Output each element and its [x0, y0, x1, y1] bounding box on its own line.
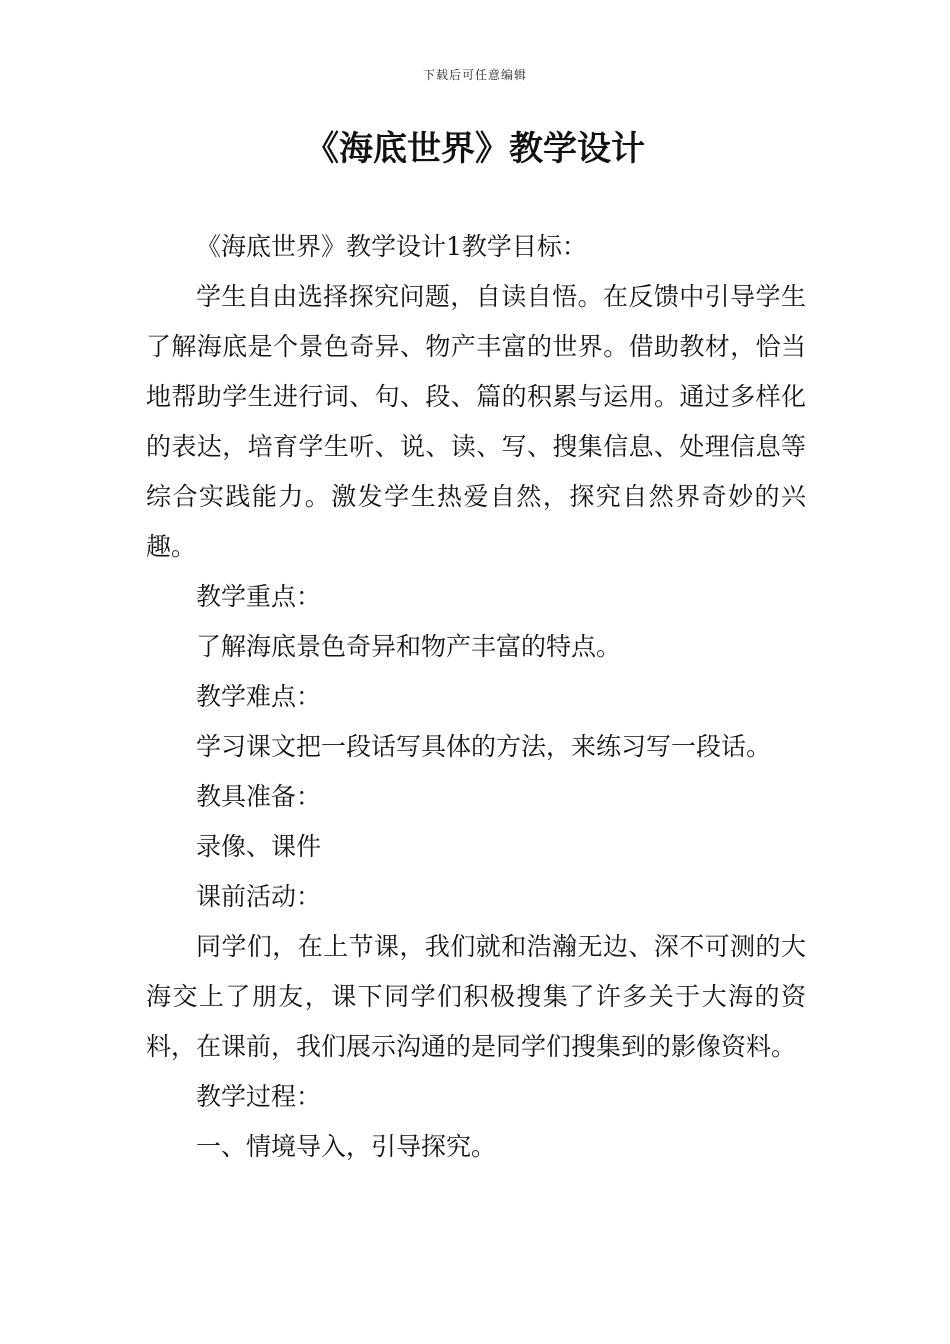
paragraph-objectives-text: 学生自由选择探究问题，自读自悟。在反馈中引导学生了解海底是个景色奇异、物产丰富的世界。借助教材，恰当地帮助学生进行词、句、段、篇的积累与运用。通过多样化的表达，培育学生听、说、读、写、搜集信息、处理信息等综合实践能力。激发学生热爱自然，探究自然界奇妙的兴趣。: [146, 282, 806, 561]
paragraph-pre-class-heading: 课前活动：: [196, 882, 322, 911]
paragraph-pre-class-text: 同学们，在上节课，我们就和浩瀚无边、深不可测的大海交上了朋友，课下同学们积极搜集了许多关于大海的资料，在课前，我们展示沟通的是同学们搜集到的影像资料。: [146, 932, 806, 1061]
document-body: [146, 222, 806, 1172]
paragraph-materials-text: 录像、课件: [196, 832, 322, 861]
page-title: 《海底世界》教学设计: [305, 129, 645, 169]
paragraph-key-points-heading: 教学重点：: [196, 582, 322, 611]
paragraph-difficulties-text: 学习课文把一段话写具体的方法，来练习写一段话。: [196, 732, 772, 761]
paragraph-materials-heading: 教具准备：: [196, 782, 322, 811]
paragraph-difficulties-heading: 教学难点：: [196, 682, 322, 711]
header-note: 下载后可任意编辑: [422, 68, 527, 82]
paragraph-objectives-heading: 《海底世界》教学设计1教学目标：: [196, 232, 587, 261]
paragraph-key-points-text: 了解海底景色奇异和物产丰富的特点。: [196, 632, 622, 661]
paragraph-process-step-one: 一、情境导入，引导探究。: [196, 1132, 497, 1161]
paragraph-process-heading: 教学过程：: [196, 1082, 322, 1111]
